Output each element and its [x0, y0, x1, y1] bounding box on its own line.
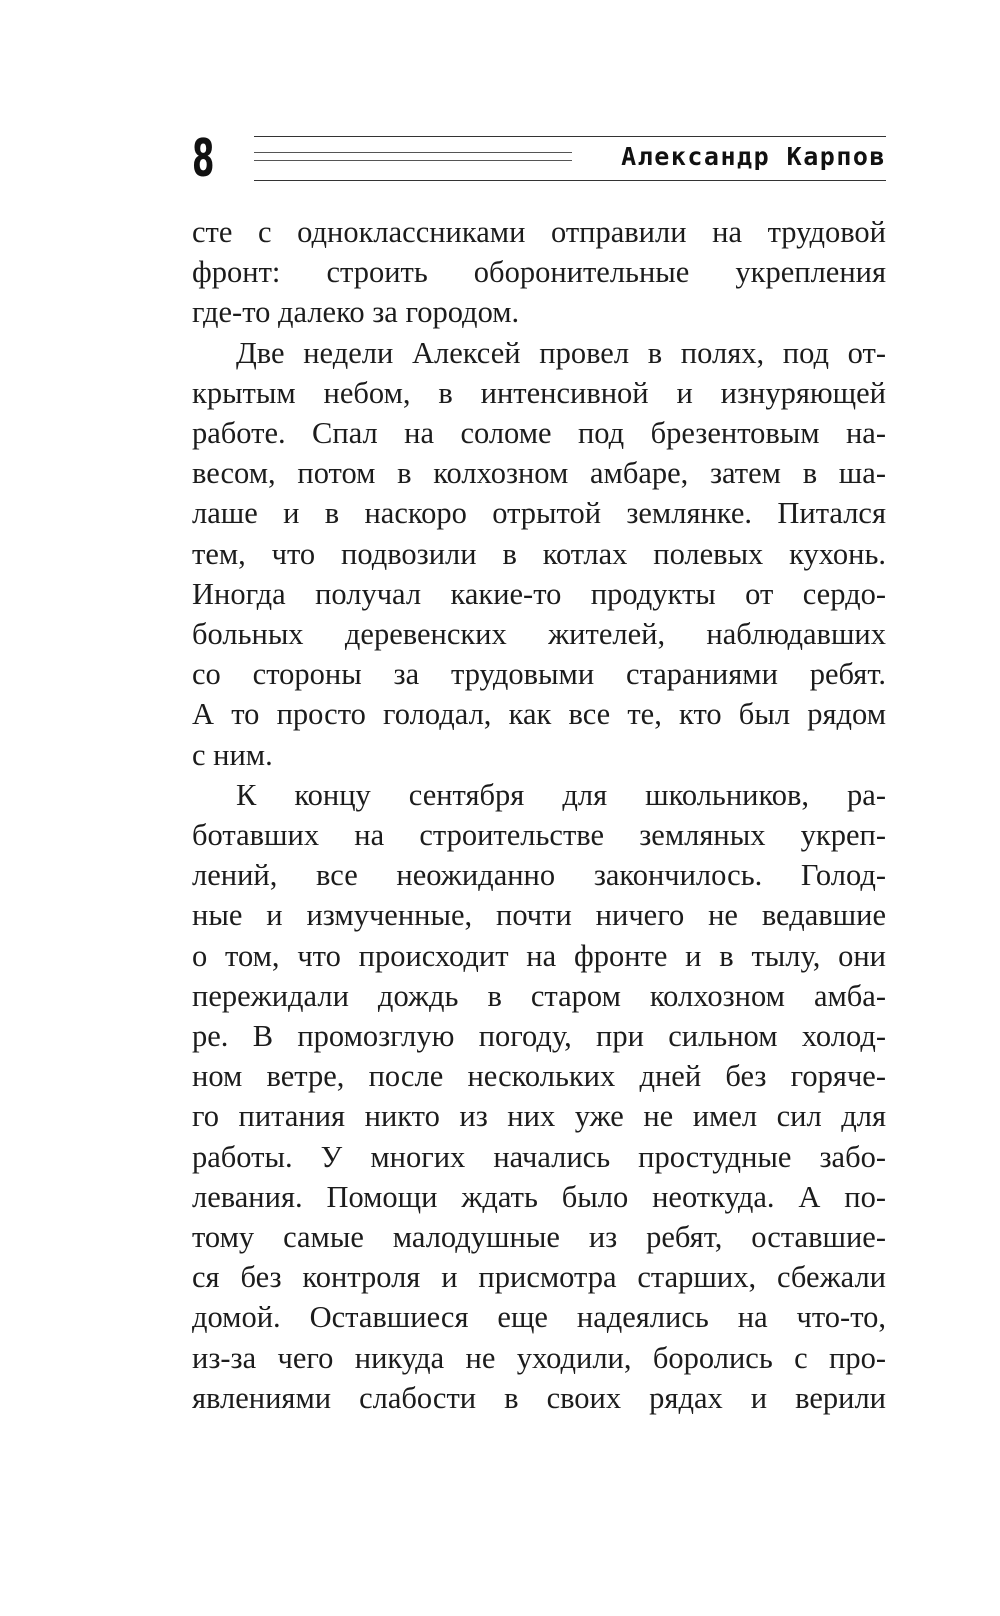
text-line: ре. В промозглую погоду, при сильном холод-	[192, 1019, 886, 1054]
text-line: ся без контроля и присмотра старших, сбежали	[192, 1260, 886, 1295]
running-header	[192, 129, 886, 189]
text-line: пережидали дождь в старом колхозном амба-	[192, 978, 886, 1013]
text-line: больных деревенских жителей, наблюдавших	[192, 617, 886, 652]
text-line: лений, все неожиданно закончилось. Голод-	[192, 858, 886, 893]
text-line: тем, что подвозили в котлах полевых кухонь.	[192, 536, 886, 571]
header-rule-middle	[254, 152, 572, 153]
text-line: фронт: строить оборонительные укрепления	[192, 255, 886, 290]
header-rule-bottom	[254, 180, 886, 181]
page-number: 8	[192, 129, 215, 189]
text-line: где-то далеко за городом.	[192, 295, 520, 330]
text-line: ном ветре, после нескольких дней без горяче-	[192, 1059, 886, 1094]
text-line: Две недели Алексей провел в полях, под от-	[236, 335, 886, 370]
text-line: крытым небом, в интенсивной и изнуряющей	[192, 375, 886, 410]
text-line: из-за чего никуда не уходили, боролись с про-	[192, 1340, 886, 1375]
text-line: домой. Оставшиеся еще надеялись на что-то,	[192, 1300, 886, 1335]
text-line: сте с одноклассниками отправили на трудовой	[192, 215, 886, 249]
text-line: тому самые малодушные из ребят, оставшие-	[192, 1220, 886, 1255]
body-text	[192, 212, 886, 1418]
text-line: го питания никто из них уже не имел сил для	[192, 1099, 886, 1134]
text-line: лаше и в наскоро отрытой землянке. Питался	[192, 496, 886, 531]
text-line: Иногда получал какие-то продукты от сердо-	[192, 576, 886, 611]
text-line: левания. Помощи ждать было неоткуда. А по-	[192, 1179, 886, 1214]
author-name: Александр Карпов	[613, 142, 886, 171]
text-line: весом, потом в колхозном амбаре, затем в ша-	[192, 456, 886, 491]
text-line: работе. Спал на соломе под брезентовым на-	[192, 416, 886, 451]
text-line: К концу сентября для школьников, ра-	[236, 777, 886, 812]
text-line: явлениями слабости в своих рядах и верили	[192, 1380, 886, 1415]
text-line: о том, что происходит на фронте и в тылу, они	[192, 938, 886, 973]
header-rule-middle	[254, 160, 572, 161]
text-line: А то просто голодал, как все те, кто был рядом	[192, 697, 886, 732]
text-line: ные и измученные, почти ничего не ведавшие	[192, 898, 886, 933]
text-line: со стороны за трудовыми стараниями ребят.	[192, 657, 886, 692]
text-line: работы. У многих начались простудные забо-	[192, 1139, 886, 1174]
text-line: с ним.	[192, 737, 273, 772]
header-rule-top	[254, 136, 886, 137]
text-line: ботавших на строительстве земляных укреп-	[192, 818, 886, 853]
